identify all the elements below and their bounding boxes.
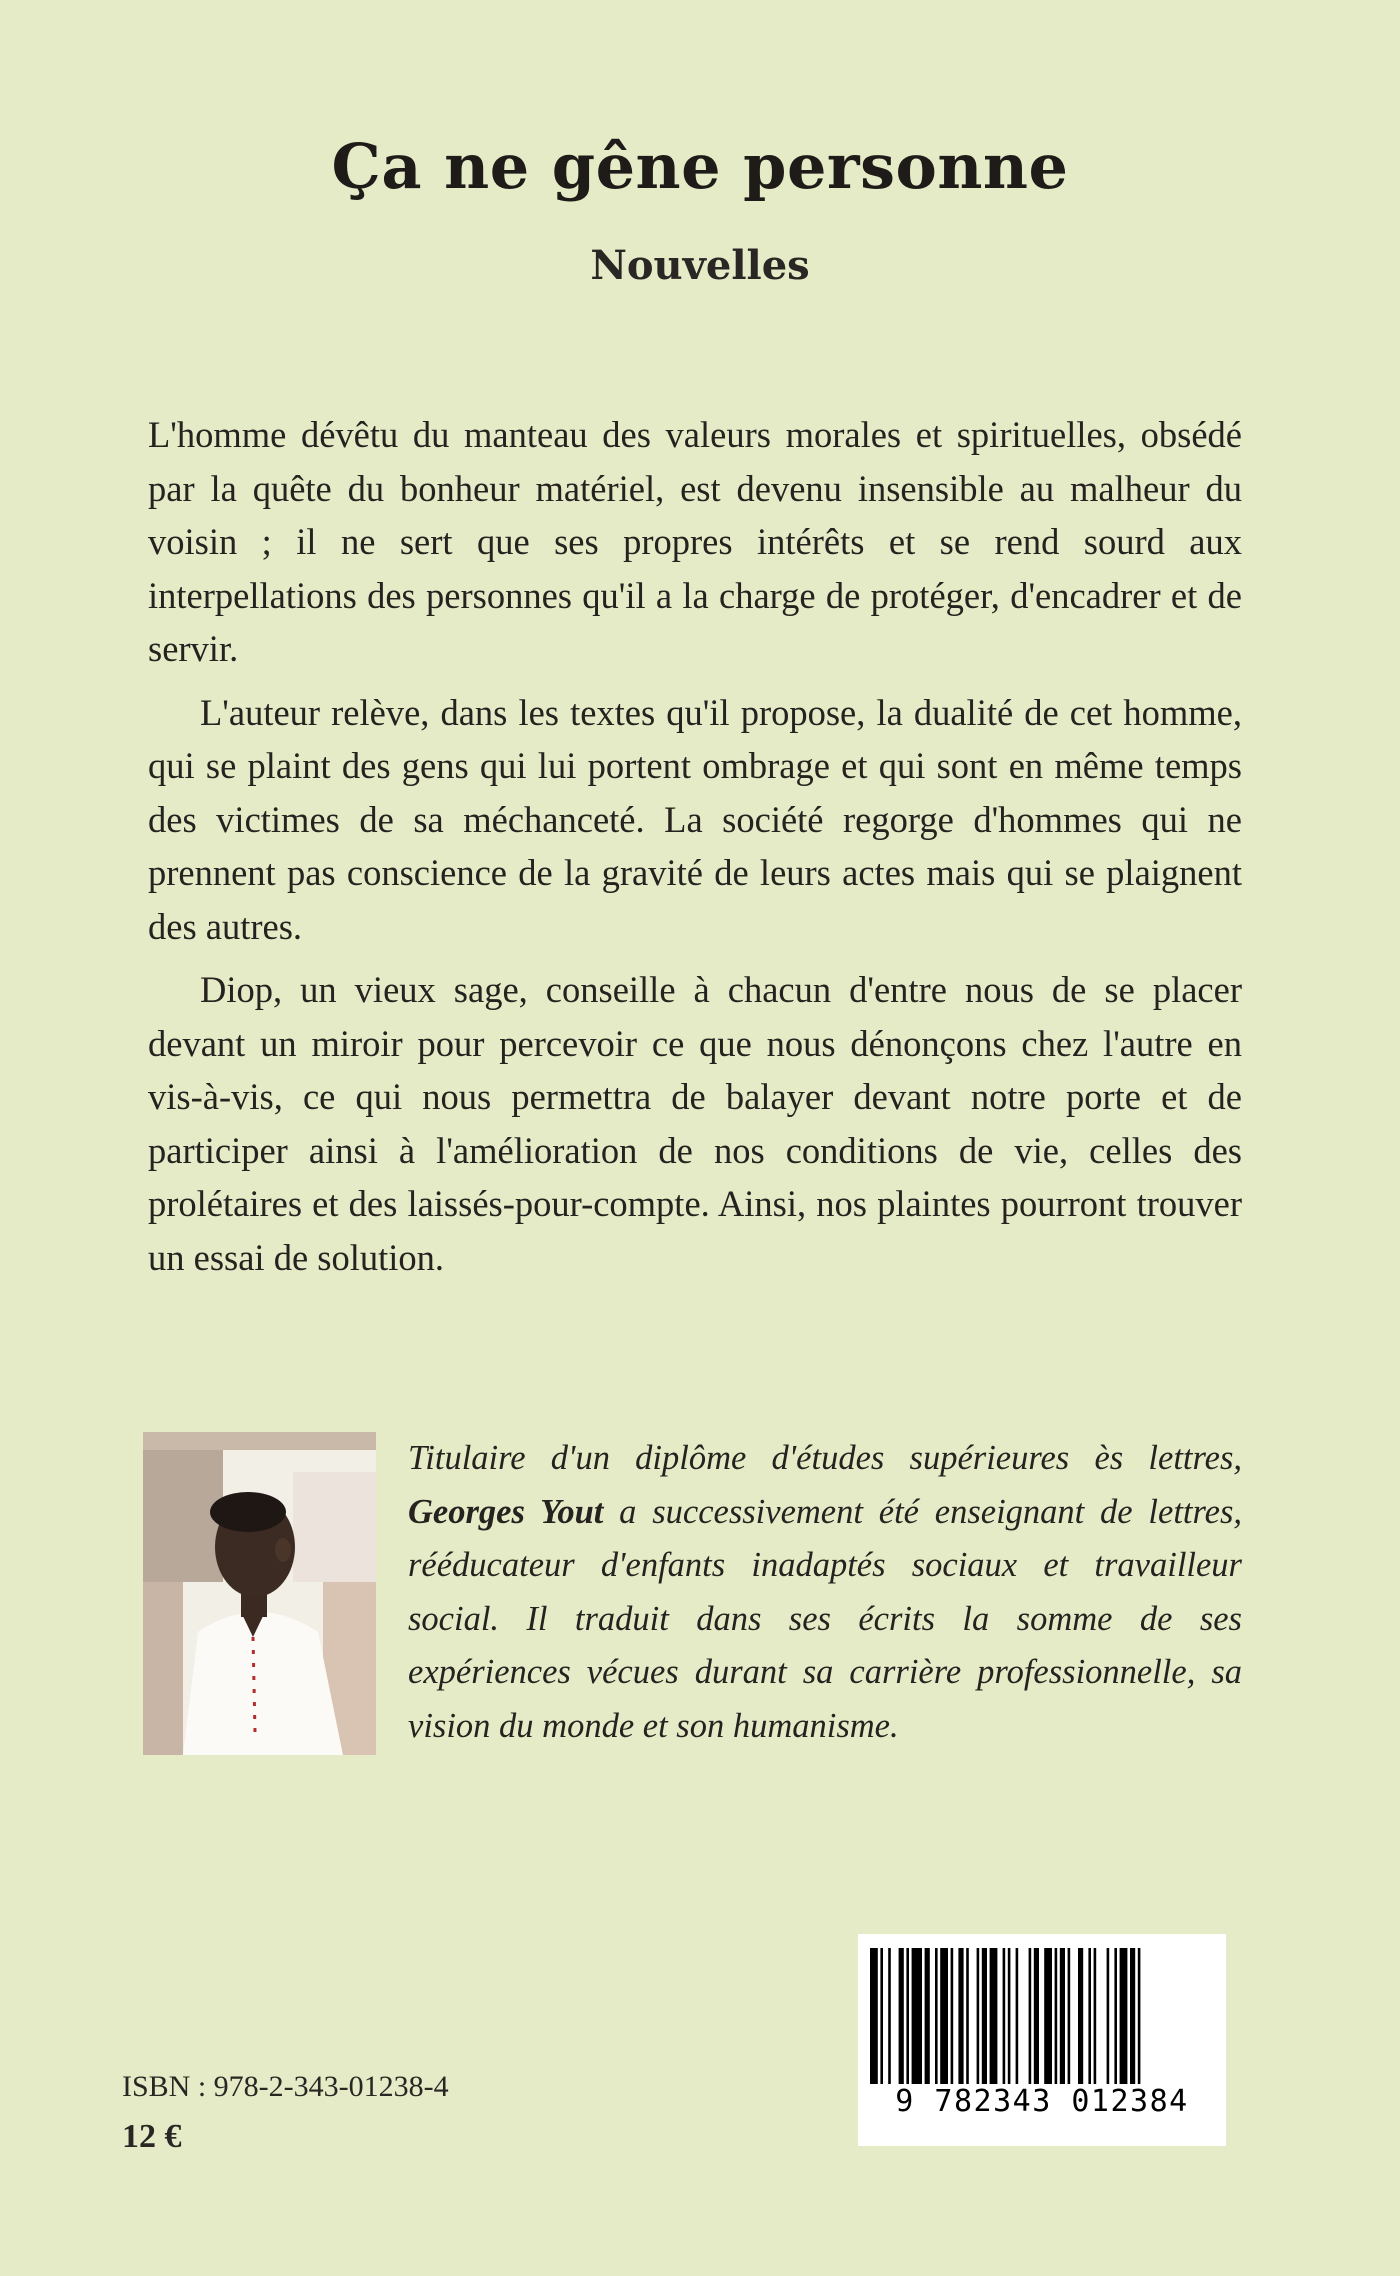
author-photo xyxy=(143,1432,376,1755)
barcode-bar xyxy=(870,1948,878,2084)
barcode-bar xyxy=(1094,1948,1097,2084)
isbn: ISBN : 978-2-343-01238-4 xyxy=(122,2070,449,2103)
barcode-digits: 9 782343 012384 xyxy=(895,2084,1189,2119)
barcode-bar xyxy=(935,1948,938,2084)
barcode-bar xyxy=(1034,1948,1039,2084)
barcode-bar xyxy=(1016,1948,1019,2084)
price: 12 € xyxy=(122,2118,182,2155)
barcode-bar xyxy=(880,1948,883,2084)
barcode-bar xyxy=(1060,1948,1065,2084)
barcode-bar xyxy=(1078,1948,1083,2084)
barcode-bar xyxy=(1120,1948,1128,2084)
barcode-bar xyxy=(951,1948,954,2084)
barcode-bar xyxy=(1138,1948,1141,2084)
barcode-bar xyxy=(1088,1948,1091,2084)
barcode-bar xyxy=(1003,1948,1006,2084)
summary-paragraph: L'auteur relève, dans les textes qu'il propose, la dualité de cet homme, qui se plaint des gens qui lui portent ombrage et qui sont en même temps des victimes de sa méchanceté. La société regorge d'hommes qui ne prennent pas conscience de la gravité de leurs actes mais qui se plaignent des autres. xyxy=(148,691,1242,947)
bio-text: a successivement été enseignant de lettres, rééducateur d'enfants inadaptés sociaux et travailleur social. Il traduit dans ses écrits la somme de ses expériences vécues durant sa carrière professionnelle, sa vision du monde et son humanisme. xyxy=(408,1492,1242,1745)
barcode-bar xyxy=(1044,1948,1052,2084)
summary-paragraph: Diop, un vieux sage, conseille à chacun d'entre nous de se placer devant un miroir pour percevoir ce que nous dénonçons chez l'autre en vis-à-vis, ce qui nous permettra de balayer devant notre porte et de participer ainsi à l'amélioration de nos conditions de vie, celles des prolétaires et des laissés-pour-compte. Ainsi, nos plaintes pourront trouver un essai de solution. xyxy=(148,969,1242,1278)
barcode-bar xyxy=(906,1948,909,2084)
book-subtitle: Nouvelles xyxy=(590,242,810,289)
barcode-bar xyxy=(888,1948,891,2084)
barcode-bar xyxy=(1008,1948,1011,2084)
barcode-bar xyxy=(940,1948,948,2084)
author-bio xyxy=(408,1432,1242,1753)
summary-text xyxy=(148,408,1242,1294)
barcode-bar xyxy=(925,1948,930,2084)
bio-intro: Titulaire d'un diplôme d'études supérieures ès lettres, xyxy=(408,1439,1242,1477)
barcode xyxy=(858,1934,1226,2146)
barcode-bar xyxy=(1029,1948,1032,2084)
barcode-bar xyxy=(1114,1948,1117,2084)
book-title: Ça ne gêne personne xyxy=(331,130,1069,203)
barcode-bar xyxy=(1055,1948,1058,2084)
barcode-bars xyxy=(858,1934,1226,2084)
barcode-bar xyxy=(1068,1948,1071,2084)
author-name: Georges Yout xyxy=(408,1492,604,1531)
barcode-bar xyxy=(912,1948,922,2084)
barcode-bar xyxy=(958,1948,963,2084)
barcode-bar xyxy=(977,1948,980,2084)
barcode-bar xyxy=(966,1948,969,2084)
barcode-bar xyxy=(1130,1948,1135,2084)
barcode-bar xyxy=(990,1948,998,2084)
barcode-bar xyxy=(1107,1948,1110,2084)
summary-paragraph: L'homme dévêtu du manteau des valeurs morales et spirituelles, obsédé par la quête du bonheur matériel, est devenu insensible au malheur du voisin ; il ne sert que ses propres intérêts et se rend sourd aux interpellations des personnes qu'il a la charge de protéger, d'encadrer et de servir. xyxy=(148,414,1242,669)
barcode-bar xyxy=(982,1948,987,2084)
barcode-bar xyxy=(899,1948,904,2084)
